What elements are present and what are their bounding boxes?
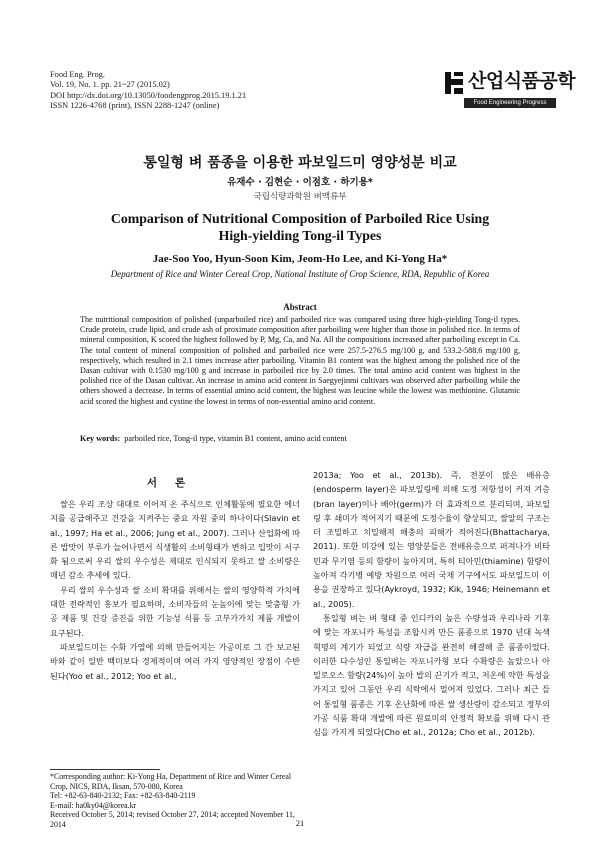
section-heading: 서론: [146, 477, 204, 489]
english-affiliation: Department of Rice and Winter Cereal Crop, National Institute of Crop Science, RDA, Republic of Korea: [110, 269, 490, 279]
korean-authors: 유재수 · 김현순 · 이점호 · 하기용*: [227, 177, 373, 188]
english-authors: Jae-Soo Yoo, Hyun-Soon Kim, Jeom-Ho Lee, and Ki-Yong Ha*: [152, 253, 448, 265]
right-column: [313, 468, 550, 740]
journal-info: [50, 70, 246, 112]
paragraph: 파보일드미는 수화 가열에 의해 만들어지는 가공미로 그 간 보고된 바와 같이 일반 백미보다 경제적이며 여러 가지 영양적인 장점이 수반된다(Yoo et al., 2012; Yoo et al.,: [50, 641, 300, 681]
page-number: 21: [295, 818, 305, 828]
journal-issn: ISSN 1226-4768 (print), ISSN 2288-1247 (online): [50, 101, 220, 111]
logo-english-text: Food Engineering Progress: [464, 98, 556, 108]
keywords-text: parboiled rice, Tong-il type, vitamin B1 content, amino acid content: [124, 434, 347, 443]
left-column: [50, 497, 300, 683]
paragraph: 쌀은 우리 조상 대대로 이어져 온 주식으로 인체활동에 필요한 에너지를 공급해주고 건강을 지켜주는 중요 자원 중의 하나이다(Slavin et al., 1997; Ha et al., 2006; Jung et al., 2007). 그러나 산업화에 따른 밥맛이 부루가 늘어나면서 식생활의 소비형태가 변하고 입맛이 서구화 됨으로써 우리 쌀의 우수성은 제대로 인식되지 못하고 쌀 소비량은 매년 감소 추세에 있다.: [50, 499, 300, 581]
english-title-line-2: High-yielding Tong-il Types: [218, 228, 382, 243]
footnote-corresponding-author: *Corresponding author: Ki-Yong Ha, Department of Rice and Winter Cereal Crop, NICS, RDA, Iksan, 570-080, Korea: [50, 772, 292, 791]
journal-volume: Vol. 19, No. 1. pp. 21~27 (2015.02): [50, 80, 170, 90]
journal-doi[interactable]: DOI http://dx.doi.org/10.13050/foodengprog.2015.19.1.21: [50, 90, 247, 100]
logo-mark-icon: [442, 70, 466, 96]
footnote-email[interactable]: E-mail: ha0ky04@korea.kr: [50, 800, 137, 810]
footnote-dates: Received October 5, 2014; revised October 27, 2014; accepted November 11, 2014: [50, 810, 295, 829]
logo-korean-text: 산업식품공학: [468, 70, 576, 92]
paragraph: 우리 쌀의 우수성과 쌀 소비 확대를 위해서는 쌀의 영양학적 가치에 대한 전략적인 홍보가 필요하며, 소비자들의 눈높이에 맞는 맞춤형 가공 제품 및 건강 증진을 위한 기능성 식품 등 고부가가치 제품 개발이 요구된다.: [50, 584, 300, 638]
korean-title: 통일형 벼 품종을 이용한 파보일드미 영양성분 비교: [143, 155, 457, 171]
paragraph: 통일형 벼는 벼 형태 중 인디카의 높은 수량성과 우리나라 기후에 맞는 자포니카 특성을 조합시켜 만든 품종으로 1970 년대 녹색 혁명의 계기가 되었고 식량 자급을 완전히 해결해 준 품종이었다. 이러한 다수성인 통일벼는 자포니카형 보다 수확량은 높았으나 아밀로오스 함량(24%)이 높아 밥의 끈기가 적고, 저온에 약한 특성을 가지고 있어 그동안 우리 식탁에서 멀어져 있었다. 그러나 최근 들어 통일형 품종은 기후 온난화에 따른 쌀 생산량이 감소되고 정부의 가공 식품 확대 개발에 따른 원료미의 안정적 확보를 위해 다시 관심을 가지게 되었다(Cho et al., 2012a; Cho et al., 2012b).: [313, 612, 550, 738]
abstract-heading: Abstract: [283, 302, 317, 312]
journal-logo: [440, 68, 576, 112]
footnote-divider: [50, 769, 160, 770]
korean-affiliation: 국립식량과학원 벼맥류부: [253, 192, 347, 202]
journal-name: Food Eng. Prog.: [50, 70, 105, 79]
abstract-text: The nutritional composition of polished (unparboiled rice) and parboiled rice was compared using three high-yielding Tong-il types. Crude protein, crude lipid, and crude ash of proximate composition after parboiling were higher than those in polished rice. In terms of mineral composition, K scored the highest followed by P, Mg, Ca, and Na. All the compositions increased after parboiling except in Ca. The total content of mineral composition of polished and parboiled rice were 257.5-276.5 mg/100 g, and 533.2-588.6 mg/100 g, respectively, which resulted in 2.1 times increase after parboiling. Vitamin B1 content was the highest among the polished rice of the Dasan cultivar with 0.1530 mg/100 g and increase in parboiled rice by 2.0 times. The total amino acid content was highest in the polished rice of the Dasan cultivar. An increase in amino acid content in Saegyejinmi cultivars was observed after parboiling while the others showed a decrease. In terms of essential amino acid content, the highest was leucine while the lowest was methionine. Glutamic acid scored the highest and cystine the lowest in terms of non-essential amino acid content.: [80, 315, 520, 406]
footnote-phone: Tel: +82-63-840-2132; Fax: +82-63-840-2119: [50, 791, 196, 801]
english-title-line-1: Comparison of Nutritional Composition of Parboiled Rice Using: [110, 211, 490, 226]
english-title: [0, 210, 600, 244]
paragraph: 2013a; Yoo et al., 2013b). 즉, 전분이 많은 배유층(endosperm layer)은 파보일링에 의해 도정 저항성이 커져 겨층(bran layer)이나 배아(germ)가 더 효과적으로 분리되며, 파보일링 후 쇄미가 적어지기 때문에 도정수율이 향상되고, 쌀알의 구조는 더 조밀하고 치밀해져 해충의 피해가 적어진다(Bhattacharya, 2011). 또한 미강에 있는 영양분들은 전배유층으로 퍼져나가 비타민과 무기염 등의 함량이 높아지며, 특히 티아민(thiamine) 함량이 높아져 각기병 예방 차원으로 여러 국제 기구에서도 파보일드미 이용을 권장하고 있다(Aykroyd, 1932; Kik, 1946; Heinemann et al., 2005).: [313, 470, 550, 609]
keywords: [80, 434, 520, 444]
keywords-label: Key words:: [80, 434, 121, 443]
